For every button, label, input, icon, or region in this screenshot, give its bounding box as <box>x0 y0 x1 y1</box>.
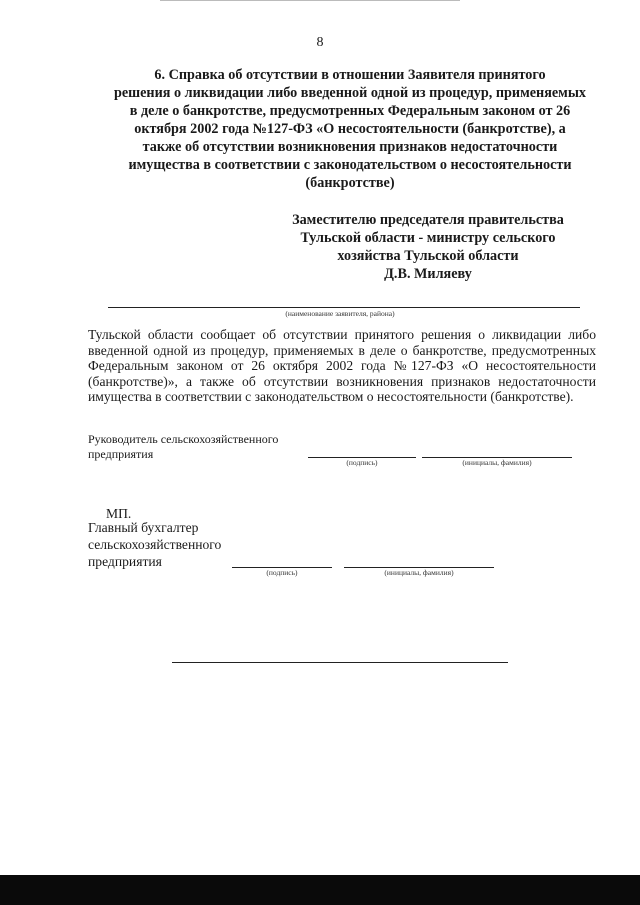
accountant-signature-caption: (подпись) <box>266 568 298 577</box>
addressee-line: Тульской области - министру сельского <box>300 230 556 246</box>
page-number: 8 <box>316 35 324 50</box>
accountant-label-line3: предприятия <box>88 554 162 569</box>
heading-line: имущества в соответствии с законодательством о несостоятельности <box>128 157 572 173</box>
head-name-caption: (инициалы, фамилия) <box>462 458 532 467</box>
accountant-label-line1: Главный бухгалтер <box>88 520 199 535</box>
addressee-line: хозяйства Тульской области <box>337 248 519 264</box>
applicant-name-line <box>108 307 580 308</box>
stamp-label: МП. <box>106 506 132 521</box>
document-heading <box>88 66 612 192</box>
head-label-line1: Руководитель сельскохозяйственного <box>88 432 279 446</box>
accountant-label-line2: сельскохозяйственного <box>88 537 222 552</box>
addressee-line: Заместителю председателя правительства <box>292 212 564 228</box>
accountant-name-caption: (инициалы, фамилия) <box>384 568 454 577</box>
scan-bottom-border <box>0 875 640 905</box>
heading-line: решения о ликвидации либо введенной одной из процедур, применяемых <box>113 85 587 101</box>
certificate-body-text: Тульской области сообщает об отсутствии принятого решения о ликвидации либо введенной одной из процедур, применяемых в деле о банкротстве, предусмотренных Федеральным законом от 26 октября 2002 года №127-ФЗ «О несостоятельности (банкротстве)», а также об отсутствии возникновения признаков недостаточности имущества в соответствии с законодательством о несостоятельности (банкротстве). <box>88 327 596 405</box>
addressee-block <box>268 211 588 283</box>
heading-line: 6. Справка об отсутствии в отношении Заявителя принятого <box>154 67 546 83</box>
heading-line: (банкротстве) <box>305 175 395 191</box>
heading-line: также об отсутствии возникновения признаков недостаточности <box>142 139 558 155</box>
bottom-separator-line <box>172 662 508 663</box>
heading-line: в деле о банкротстве, предусмотренных Федеральным законом от 26 <box>129 103 571 119</box>
addressee-line: Д.В. Миляеву <box>384 266 472 282</box>
scan-top-edge <box>160 0 460 1</box>
head-label-line2: предприятия <box>88 447 154 461</box>
head-signature-caption: (подпись) <box>346 458 378 467</box>
applicant-caption: (наименование заявителя, района) <box>285 309 395 318</box>
heading-line: октября 2002 года №127-ФЗ «О несостоятельности (банкротстве), а <box>134 121 566 137</box>
